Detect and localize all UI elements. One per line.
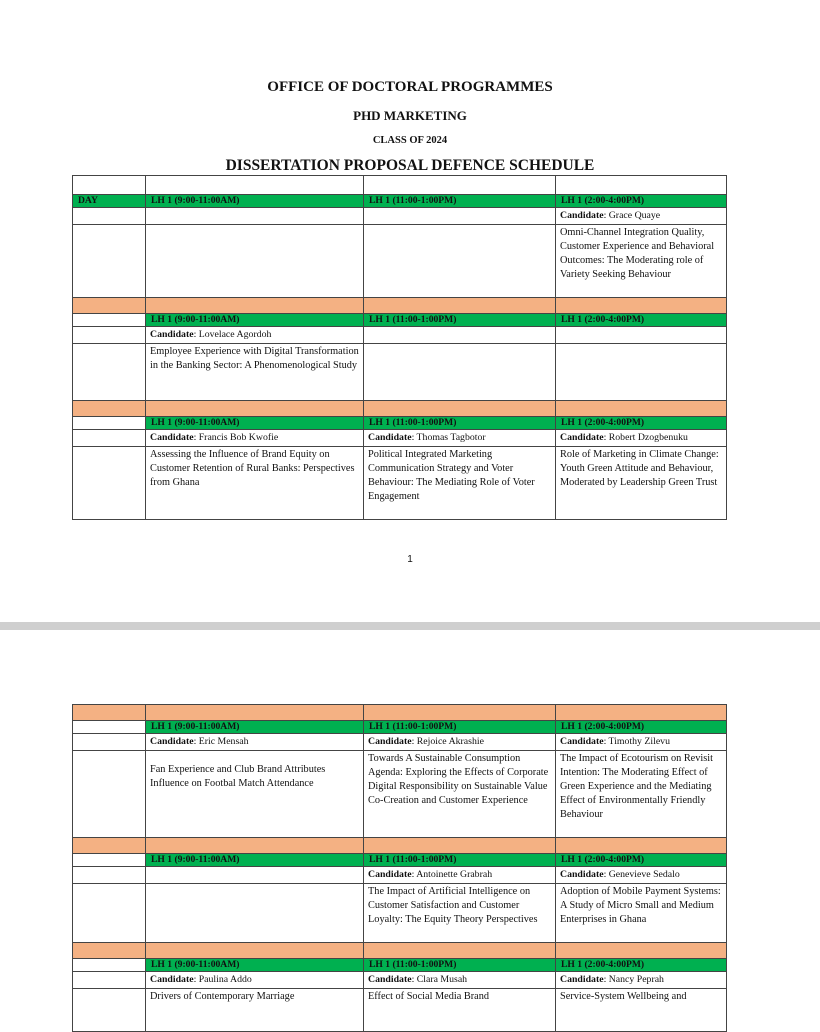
time-slot-header-row — [73, 721, 727, 734]
separator-row — [73, 838, 727, 854]
title-cell — [146, 884, 364, 943]
candidate-label: Candidate — [150, 329, 194, 340]
time-slot-header-row — [73, 314, 727, 327]
candidate-name: : Francis Bob Kwofie — [193, 432, 279, 443]
slot-label: LH 1 (9:00-11:00AM) — [146, 721, 364, 734]
slot-label: LH 1 (9:00-11:00AM) — [146, 417, 364, 430]
title-cell: The Impact of Ecotourism on Revisit Intention: The Moderating Effect of Green Experience and the Mediating Effect of Environmentally Friendly Behaviour — [556, 751, 727, 838]
title-cell: Fan Experience and Club Brand Attributes Influence on Footbal Match Attendance — [146, 751, 364, 838]
slot-label: LH 1 (11:00-1:00PM) — [364, 721, 556, 734]
title-row — [73, 989, 727, 1032]
candidate-label: Candidate — [560, 736, 604, 747]
candidate-name: : Clara Musah — [411, 974, 468, 985]
candidate-name: : Paulina Addo — [193, 974, 252, 985]
candidate-cell — [146, 430, 364, 447]
time-slot-header-row — [73, 959, 727, 972]
time-slot-header-row — [73, 854, 727, 867]
candidate-label: Candidate — [560, 974, 604, 985]
separator-row — [73, 298, 727, 314]
candidate-row — [73, 430, 727, 447]
slot-label: LH 1 (2:00-4:00PM) — [556, 314, 727, 327]
candidate-cell — [364, 327, 556, 344]
title-cell: Service-System Wellbeing and — [556, 989, 727, 1032]
candidate-name: : Thomas Tagbotor — [411, 432, 486, 443]
candidate-cell — [556, 208, 727, 225]
candidate-cell — [556, 867, 727, 884]
candidate-label: Candidate — [150, 974, 194, 985]
office-heading: OFFICE OF DOCTORAL PROGRAMMES — [267, 79, 553, 95]
candidate-label: Candidate — [368, 974, 412, 985]
candidate-cell — [364, 734, 556, 751]
separator-row — [73, 401, 727, 417]
candidate-cell — [146, 972, 364, 989]
candidate-name: : Nancy Peprah — [603, 974, 664, 985]
title-cell: Adoption of Mobile Payment Systems: A Study of Micro Small and Medium Enterprises in Ghana — [556, 884, 727, 943]
slot-label: LH 1 (2:00-4:00PM) — [556, 959, 727, 972]
slot-label: LH 1 (2:00-4:00PM) — [556, 854, 727, 867]
candidate-cell — [556, 327, 727, 344]
candidate-label: Candidate — [560, 869, 604, 880]
candidate-cell — [364, 972, 556, 989]
time-slot-header-row — [73, 417, 727, 430]
page-number: 1 — [407, 554, 413, 565]
title-cell — [364, 344, 556, 401]
title-cell: The Impact of Artificial Intelligence on Customer Satisfaction and Customer Loyalty: The Equity Theory Perspectives — [364, 884, 556, 943]
day-header: DAY — [73, 195, 146, 208]
separator-row — [73, 705, 727, 721]
title-cell — [364, 225, 556, 298]
slot-label: LH 1 (9:00-11:00AM) — [146, 854, 364, 867]
candidate-cell — [556, 734, 727, 751]
slot-label: LH 1 (2:00-4:00PM) — [556, 195, 727, 208]
title-cell: Drivers of Contemporary Marriage — [146, 989, 364, 1032]
schedule-table-page-1 — [72, 175, 727, 520]
page-gap — [0, 622, 820, 630]
candidate-label: Candidate — [368, 869, 412, 880]
title-row — [73, 884, 727, 943]
candidate-cell — [364, 430, 556, 447]
candidate-label: Candidate — [150, 736, 194, 747]
candidate-cell — [556, 430, 727, 447]
candidate-name: : Rejoice Akrashie — [411, 736, 484, 747]
separator-row — [73, 943, 727, 959]
candidate-row — [73, 208, 727, 225]
table-row — [73, 176, 727, 195]
candidate-name: : Antoinette Grabrah — [411, 869, 493, 880]
title-cell: Role of Marketing in Climate Change: Youth Green Attitude and Behaviour, Moderated by Leadership Green Trust — [556, 447, 727, 520]
title-cell: Employee Experience with Digital Transformation in the Banking Sector: A Phenomenological Study — [146, 344, 364, 401]
candidate-name: : Grace Quaye — [603, 210, 661, 221]
slot-label: LH 1 (11:00-1:00PM) — [364, 854, 556, 867]
title-row — [73, 225, 727, 298]
candidate-label: Candidate — [560, 210, 604, 221]
slot-label: LH 1 (11:00-1:00PM) — [364, 959, 556, 972]
title-row — [73, 344, 727, 401]
title-row — [73, 447, 727, 520]
candidate-name: : Lovelace Agordoh — [193, 329, 272, 340]
candidate-label: Candidate — [368, 736, 412, 747]
slot-label: LH 1 (2:00-4:00PM) — [556, 721, 727, 734]
slot-label: LH 1 (9:00-11:00AM) — [146, 314, 364, 327]
time-slot-header-row — [73, 195, 727, 208]
title-cell: Assessing the Influence of Brand Equity on Customer Retention of Rural Banks: Perspectives from Ghana — [146, 447, 364, 520]
slot-label: LH 1 (11:00-1:00PM) — [364, 195, 556, 208]
schedule-table-page-2 — [72, 704, 727, 1032]
programme-heading: PHD MARKETING — [353, 108, 467, 123]
candidate-label: Candidate — [560, 432, 604, 443]
title-cell — [556, 344, 727, 401]
title-cell — [146, 225, 364, 298]
candidate-name: : Genevieve Sedalo — [603, 869, 680, 880]
slot-label: LH 1 (11:00-1:00PM) — [364, 314, 556, 327]
candidate-row — [73, 327, 727, 344]
candidate-cell — [364, 867, 556, 884]
candidate-row — [73, 972, 727, 989]
candidate-name: : Timothy Zilevu — [603, 736, 670, 747]
candidate-row — [73, 867, 727, 884]
slot-label: LH 1 (9:00-11:00AM) — [146, 959, 364, 972]
class-heading: CLASS OF 2024 — [372, 135, 448, 146]
title-cell: Omni-Channel Integration Quality, Customer Experience and Behavioral Outcomes: The Moderating role of Variety Seeking Behaviour — [556, 225, 727, 298]
title-row — [73, 751, 727, 838]
slot-label: LH 1 (11:00-1:00PM) — [364, 417, 556, 430]
title-cell: Towards A Sustainable Consumption Agenda: Exploring the Effects of Corporate Digital Responsibility on Sustainable Value Co-Creation and Customer Experience — [364, 751, 556, 838]
slot-label: LH 1 (9:00-11:00AM) — [146, 195, 364, 208]
candidate-cell — [146, 208, 364, 225]
candidate-cell — [146, 734, 364, 751]
title-cell: Effect of Social Media Brand — [364, 989, 556, 1032]
candidate-name: : Robert Dzogbenuku — [603, 432, 688, 443]
document-page-2 — [0, 630, 820, 1024]
candidate-label: Candidate — [150, 432, 194, 443]
candidate-row — [73, 734, 727, 751]
candidate-name: : Eric Mensah — [193, 736, 249, 747]
slot-label: LH 1 (2:00-4:00PM) — [556, 417, 727, 430]
title-cell: Political Integrated Marketing Communication Strategy and Voter Behaviour: The Mediating Role of Voter Engagement — [364, 447, 556, 520]
candidate-cell — [146, 867, 364, 884]
candidate-label: Candidate — [368, 432, 412, 443]
candidate-cell — [556, 972, 727, 989]
candidate-cell — [364, 208, 556, 225]
candidate-cell — [146, 327, 364, 344]
schedule-title: DISSERTATION PROPOSAL DEFENCE SCHEDULE — [225, 157, 595, 174]
